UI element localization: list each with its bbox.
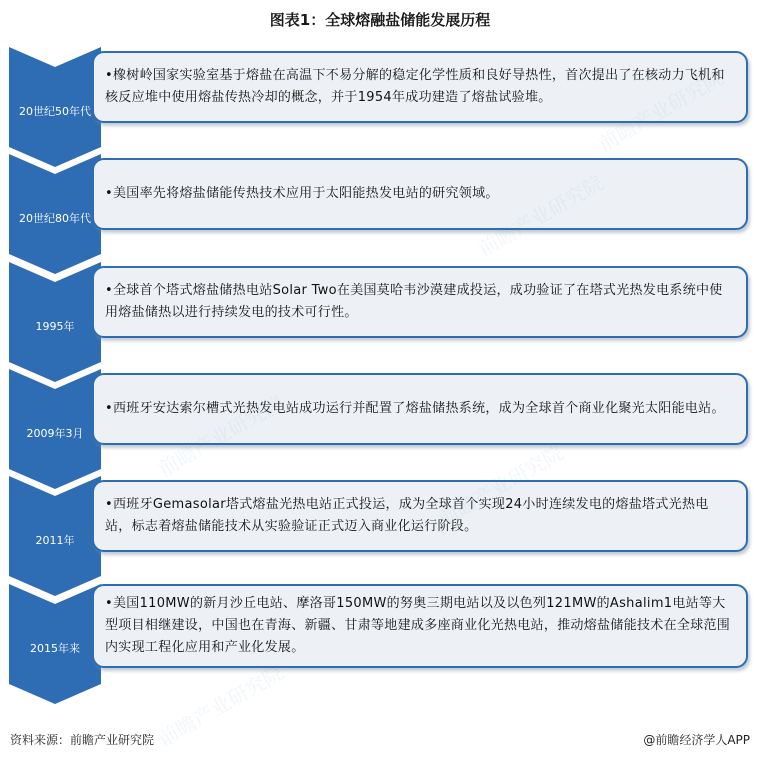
timeline-period: 2011年 (35, 534, 75, 547)
timeline-text: •美国110MW的新月沙丘电站、摩洛哥150MW的努奥三期电站以及以色列121MW的Ashalim1电站等大型项目相继建设，中国也在青海、新疆、甘肃等地建成多座商业化光热电站，推动熔盐储能技术在全球范围内实现工程化应用和产业化发展。 (105, 596, 731, 655)
timeline-card (92, 51, 748, 123)
timeline-card (92, 266, 748, 338)
timeline-period: 20世纪80年代 (19, 212, 91, 225)
timeline-text: •橡树岭国家实验室基于熔盐在高温下不易分解的稳定化学性质和良好导热性，首次提出了在核动力飞机和核反应堆中使用熔盐传热冷却的概念，并于1954年成功建造了熔盐试验堆。 (105, 68, 725, 105)
timeline-text: •全球首个塔式熔盐储热电站Solar Two在美国莫哈韦沙漠建成投运，成功验证了在塔式光热发电系统中使用熔盐储热以进行持续发电的技术可行性。 (105, 283, 723, 320)
timeline-text: •西班牙Gemasolar塔式熔盐光热电站正式投运，成为全球首个实现24小时连续发电的熔盐塔式光热电站，标志着熔盐储能技术从实验验证正式迈入商业化运行阶段。 (105, 497, 709, 534)
timeline-period: 1995年 (35, 320, 75, 333)
timeline-period: 2009年3月 (26, 427, 84, 440)
chart-title: 图表1：全球熔融盐储能发展历程 (269, 11, 491, 29)
source-note: 资料来源：前瞻产业研究院 (10, 733, 155, 747)
timeline-card (92, 584, 748, 668)
timeline-text: •美国率先将熔盐储能传热技术应用于太阳能热发电站的研究领域。 (105, 186, 499, 201)
timeline-card (92, 373, 748, 445)
brand-note: @前瞻经济学人APP (643, 733, 750, 747)
timeline-card (92, 480, 748, 552)
timeline-card (92, 158, 748, 230)
timeline-period: 20世纪50年代 (19, 105, 91, 118)
watermark: 前瞻产业研究院 (154, 660, 288, 752)
timeline-text: •西班牙安达索尔槽式光热发电站成功运行并配置了熔盐储热系统，成为全球首个商业化聚光太阳能电站。 (105, 401, 725, 416)
timeline-period: 2015年来 (30, 642, 80, 655)
